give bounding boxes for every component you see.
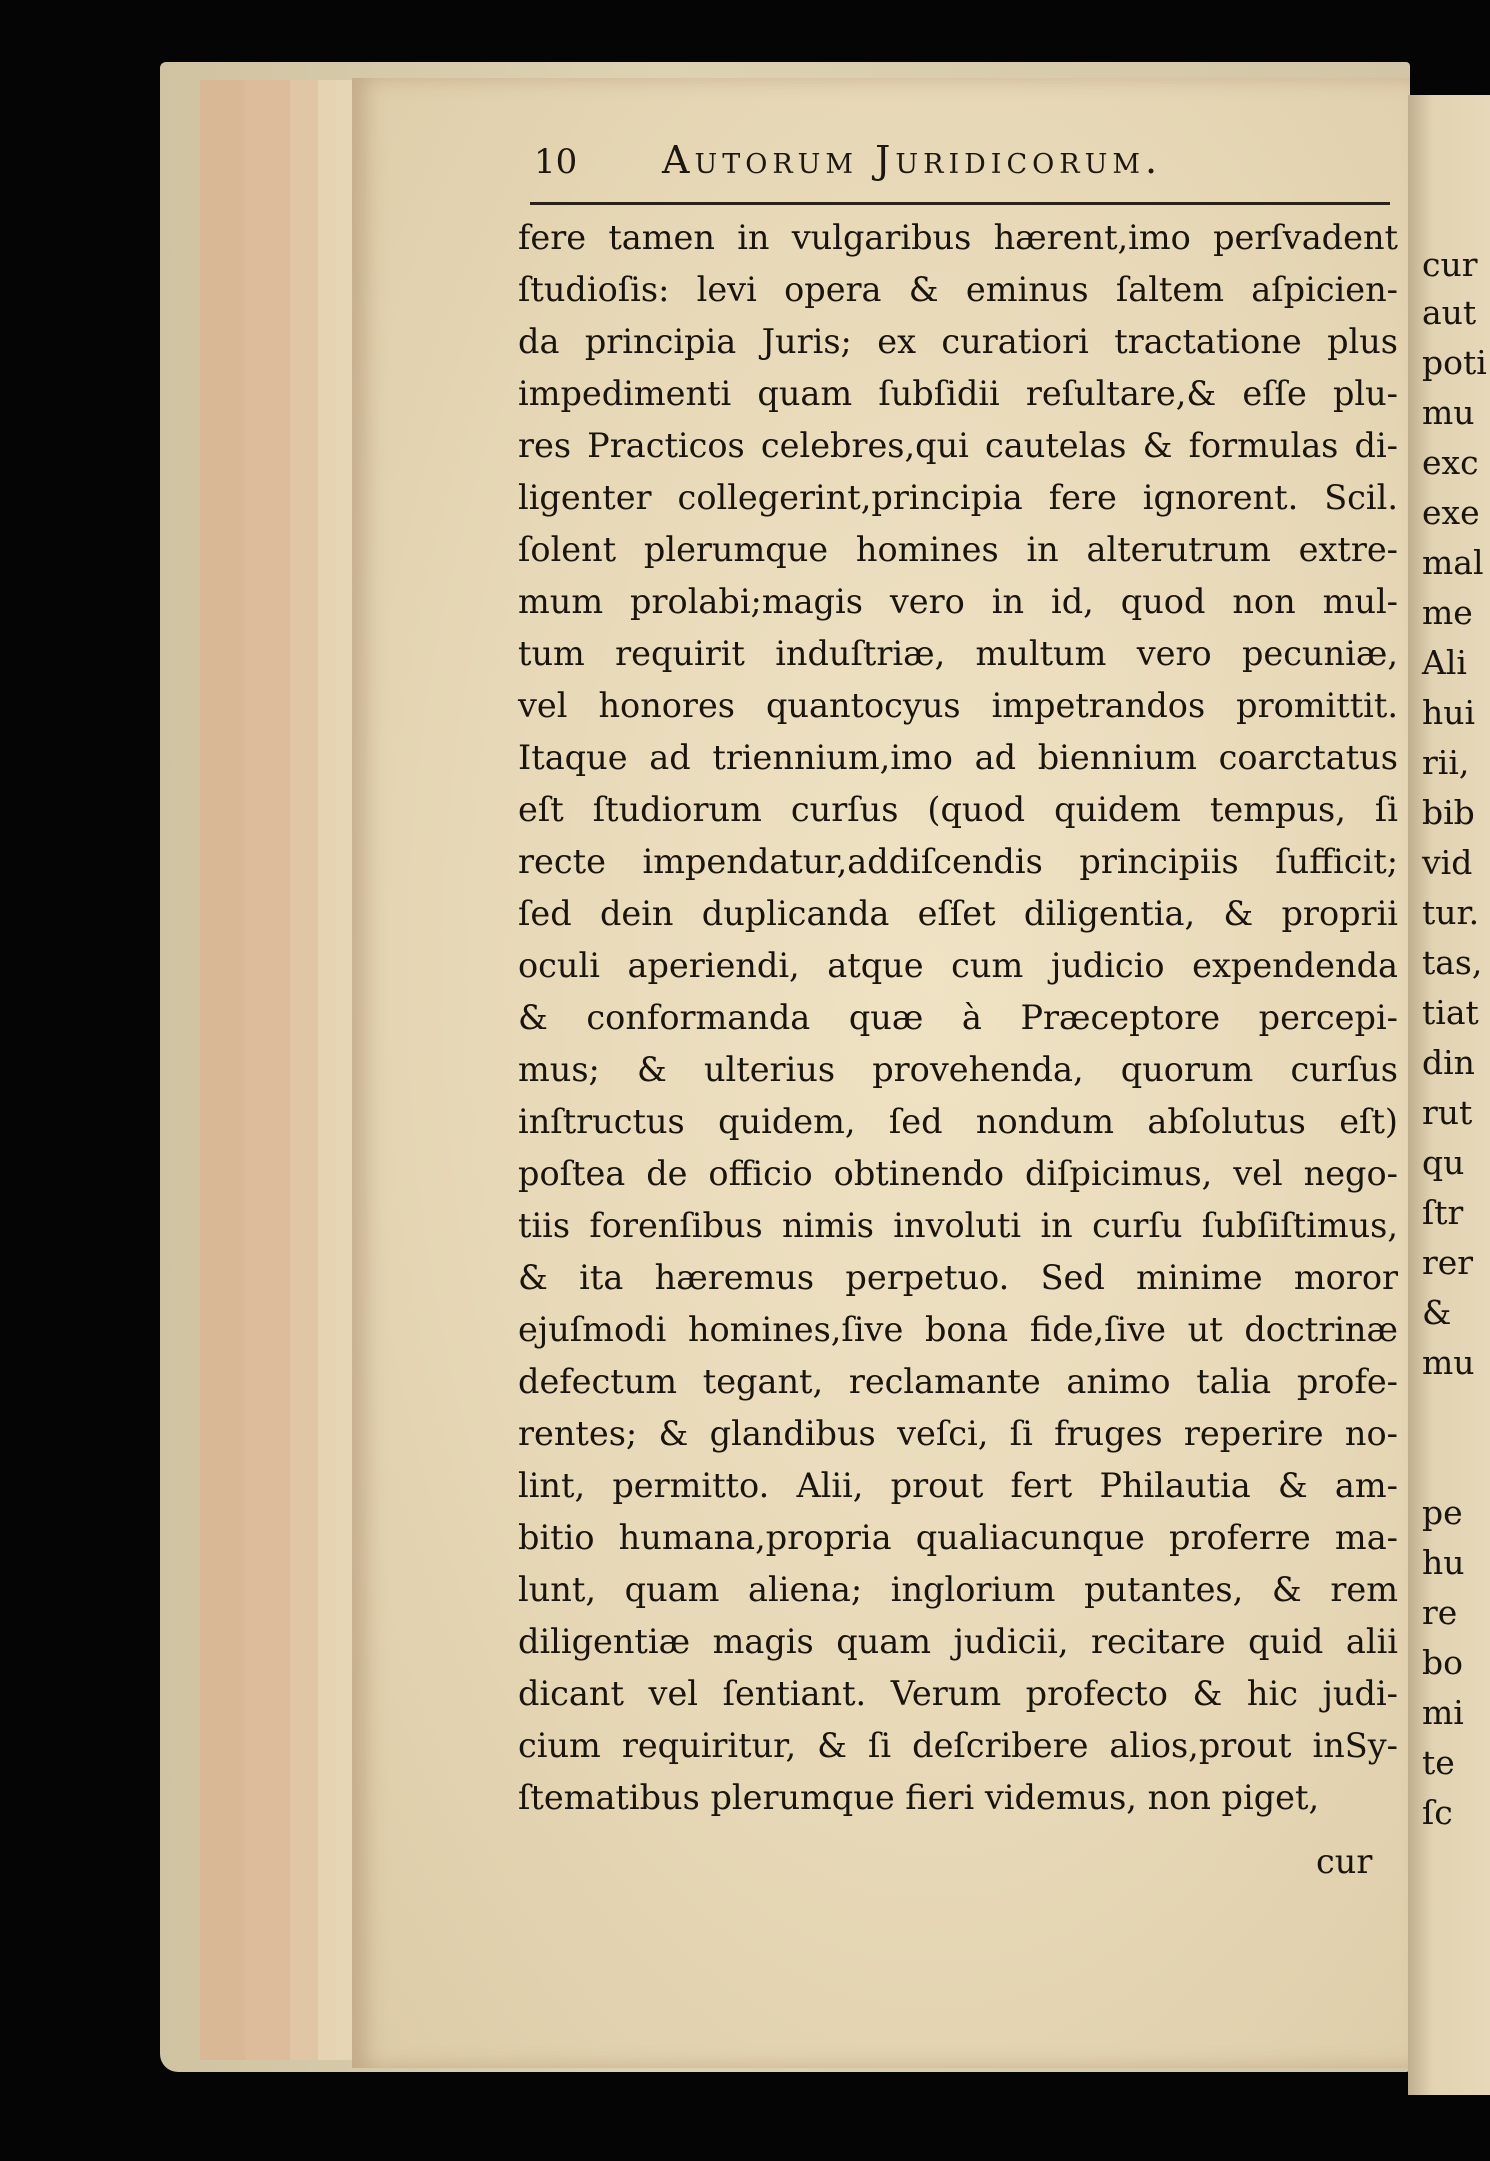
facing-page-fragment: poti — [1422, 343, 1487, 382]
facing-page-fragment: te — [1422, 1743, 1455, 1782]
text-line: ligenter collegerint,principia fere ignorent. Scil. — [518, 478, 1398, 517]
facing-page-fragment: aut — [1422, 293, 1477, 332]
facing-page-fragment: hui — [1422, 693, 1476, 732]
text-line: fere tamen in vulgaribus hærent,imo perſvadent — [518, 218, 1398, 257]
text-line: & ita hæremus perpetuo. Sed minime moror — [518, 1258, 1398, 1297]
text-line: oculi aperiendi, atque cum judicio expendenda — [518, 946, 1398, 985]
text-line: dicant vel ſentiant. Verum profecto & hic judi- — [518, 1674, 1398, 1713]
text-line: lunt, quam aliena; inglorium putantes, & rem — [518, 1570, 1398, 1609]
text-line: ſtudioſis: levi opera & eminus ſaltem aſpicien- — [518, 270, 1398, 309]
facing-page-fragment: hu — [1422, 1543, 1465, 1582]
page-body-text — [518, 212, 1398, 1824]
facing-page-fragment: mu — [1422, 1343, 1475, 1382]
facing-page — [1408, 95, 1490, 2095]
facing-page-fragment: ſtr — [1422, 1193, 1464, 1232]
page-header — [534, 138, 1394, 192]
text-line: defectum tegant, reclamante animo talia profe- — [518, 1362, 1398, 1401]
text-line: poſtea de officio obtinendo diſpicimus, vel nego- — [518, 1154, 1398, 1193]
facing-page-fragment: exc — [1422, 443, 1479, 482]
text-line: mum prolabi;magis vero in id, quod non mul- — [518, 582, 1398, 621]
text-line: mus; & ulterius provehenda, quorum curſus — [518, 1050, 1398, 1089]
facing-page-fragment: vid — [1422, 843, 1473, 882]
text-line: eſt ſtudiorum curſus (quod quidem tempus, ſi — [518, 790, 1398, 829]
facing-page-fragment: qu — [1422, 1143, 1465, 1182]
text-line: vel honores quantocyus impetrandos promittit. — [518, 686, 1398, 725]
text-line: bitio humana,propria qualiacunque proferre ma- — [518, 1518, 1398, 1557]
facing-page-fragment: pe — [1422, 1493, 1463, 1532]
facing-page-fragment: din — [1422, 1043, 1475, 1082]
facing-page-fragment: tur. — [1422, 893, 1480, 932]
facing-page-fragment: tas, — [1422, 943, 1483, 982]
facing-page-fragment: bib — [1422, 793, 1475, 832]
facing-page-fragment: cur — [1422, 245, 1478, 284]
text-line: ejuſmodi homines,ſive bona fide,ſive ut doctrinæ — [518, 1310, 1398, 1349]
text-line: lint, permitto. Alii, prout fert Philautia & am- — [518, 1466, 1398, 1505]
facing-page-fragment: mu — [1422, 393, 1475, 432]
page-number: 10 — [534, 142, 578, 182]
text-line: res Practicos celebres,qui cautelas & formulas di- — [518, 426, 1398, 465]
text-line: Itaque ad triennium,imo ad biennium coarctatus — [518, 738, 1398, 777]
text-line: & conformanda quæ à Præceptore percepi- — [518, 998, 1398, 1037]
text-line: tiis forenſibus nimis involuti in curſu ſubſiſtimus, — [518, 1206, 1398, 1245]
header-rule — [530, 202, 1390, 205]
facing-page-fragment: bo — [1422, 1643, 1463, 1682]
facing-page-fragment: ſc — [1422, 1793, 1453, 1832]
text-line: rentes; & glandibus veſci, ſi fruges reperire no- — [518, 1414, 1398, 1453]
text-line: impedimenti quam ſubſidii reſultare,& eſſe plu- — [518, 374, 1398, 413]
text-line: ſtematibus plerumque fieri videmus, non piget, — [518, 1778, 1320, 1817]
facing-page-fragment: mi — [1422, 1693, 1464, 1732]
text-line: ſed dein duplicanda eſſet diligentia, & proprii — [518, 894, 1398, 933]
facing-page-fragment: exe — [1422, 493, 1480, 532]
facing-page-fragment: me — [1422, 593, 1473, 632]
facing-page-fragment: tiat — [1422, 993, 1479, 1032]
text-line: diligentiæ magis quam judicii, recitare quid alii — [518, 1622, 1398, 1661]
running-title: Autorum Juridicorum. — [662, 138, 1163, 182]
facing-page-fragment: rii, — [1422, 743, 1470, 782]
text-line: cium requiritur, & ſi deſcribere alios,prout inSy- — [518, 1726, 1398, 1765]
catchword: cur — [1316, 1842, 1373, 1881]
facing-page-fragment: rut — [1422, 1093, 1473, 1132]
text-line: ſolent plerumque homines in alterutrum extre- — [518, 530, 1398, 569]
text-line: da principia Juris; ex curatiori tractatione plus — [518, 322, 1398, 361]
text-line: inſtructus quidem, ſed nondum abſolutus eſt) — [518, 1102, 1398, 1141]
text-line: recte impendatur,addiſcendis principiis ſufficit; — [518, 842, 1398, 881]
text-line: tum requirit induſtriæ, multum vero pecuniæ, — [518, 634, 1398, 673]
facing-page-fragment: re — [1422, 1593, 1458, 1632]
facing-page-fragment: & — [1422, 1293, 1452, 1332]
facing-page-fragment: Ali — [1422, 643, 1467, 682]
facing-page-fragment: rer — [1422, 1243, 1474, 1282]
facing-page-fragment: mal — [1422, 543, 1484, 582]
